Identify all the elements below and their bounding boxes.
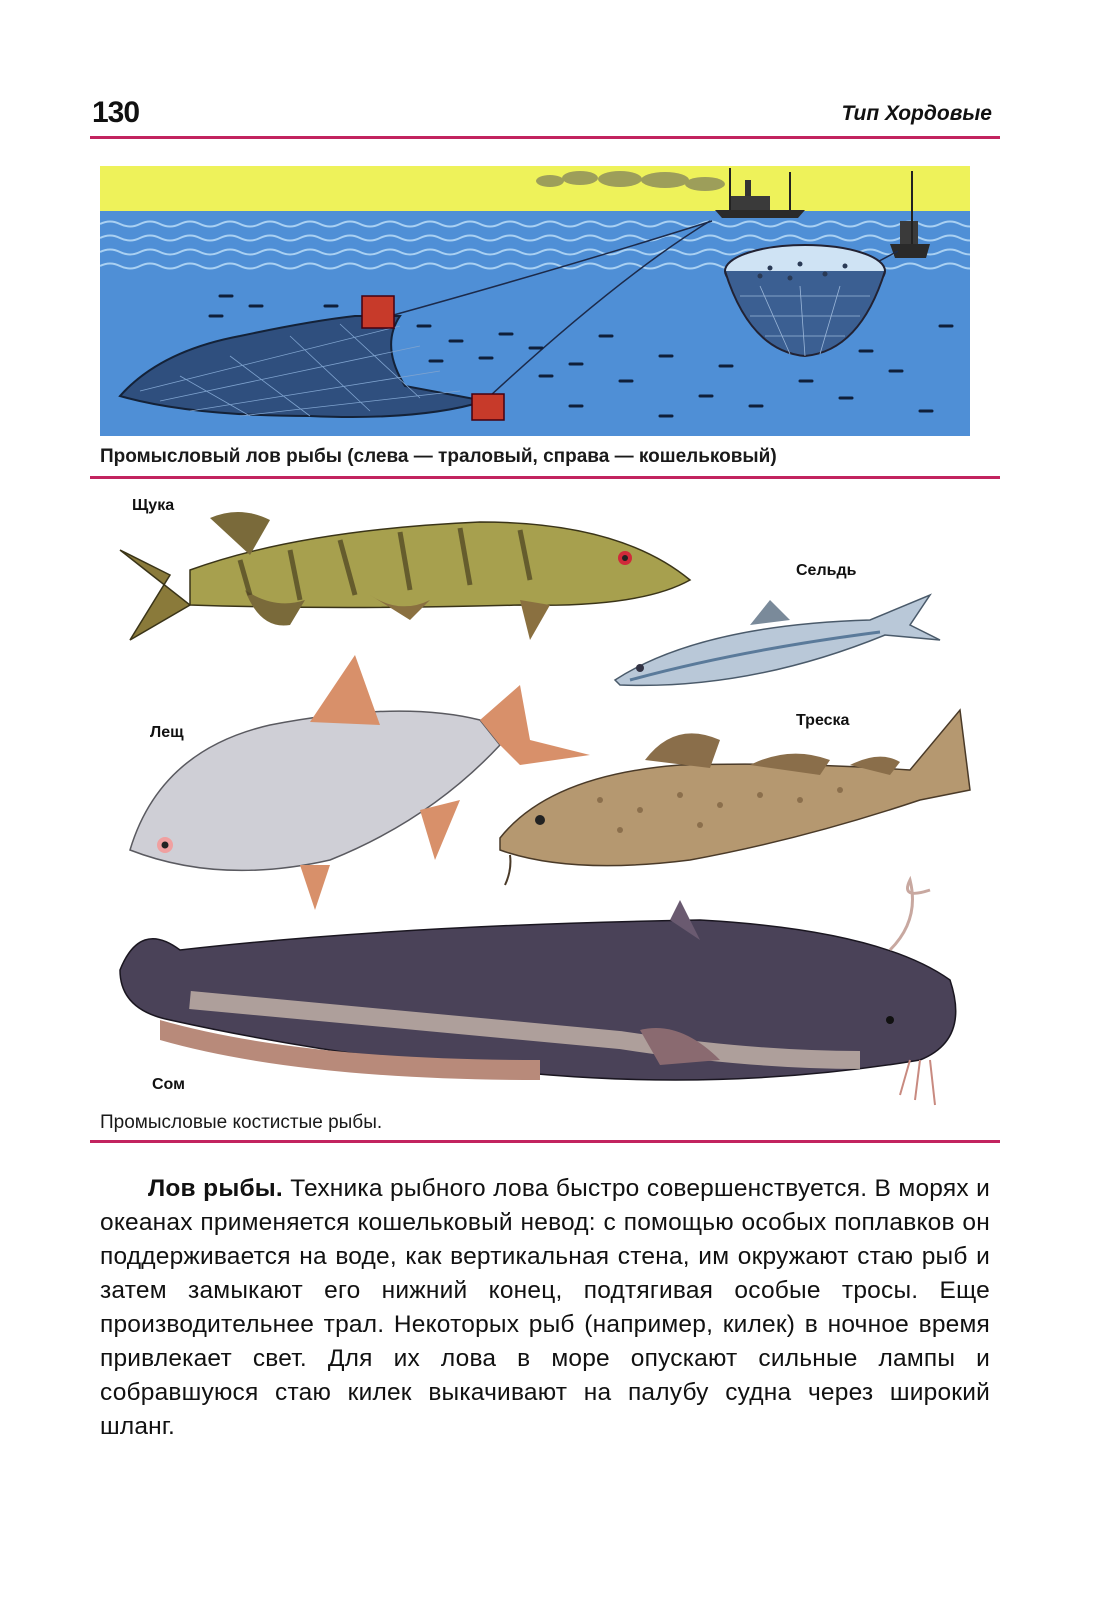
page-number: 130 [92,96,140,129]
catfish-label: Сом [152,1076,185,1093]
bream-image [130,655,590,910]
pike-image [120,512,690,640]
running-title: Тип Хордовые [841,102,992,125]
bream-label: Лещ [150,724,184,741]
herring-image [615,595,940,685]
paragraph-text: Техника рыбного лова быстро совершенствуется. В морях и океанах применяется кошельковый невод: с помощью особых поплавков он поддерживается на воде, как вертикальная стена, им окружают стаю рыб и затем замыкают его нижний конец, подтягивая особые тросы. Еще производительнее трал. Некоторых рыб (например, килек) в ночное время привлекает свет. Для их лова в море опускают сильные лампы и собравшуюся стаю килек выкачивают на палубу судна через широкий шланг. [100,1175,990,1440]
fishing-illustration [100,166,970,436]
paragraph-lead: Лов рыбы. [148,1175,283,1202]
herring-label: Сельдь [796,562,857,579]
pike-label: Щука [132,497,175,514]
cod-label: Треска [796,712,850,729]
catfish-image [120,880,956,1105]
figure-rule [90,476,1000,479]
fish-illustration [100,500,980,1130]
body-paragraph [100,1172,990,1444]
header-rule [90,136,1000,139]
cod-image [500,710,970,885]
fish-caption: Промысловые костистые рыбы. [100,1112,383,1133]
figure-bottom-rule [90,1140,1000,1143]
sky [100,166,970,211]
fishing-caption: Промысловый лов рыбы (слева — траловый, справа — кошельковый) [100,446,777,467]
